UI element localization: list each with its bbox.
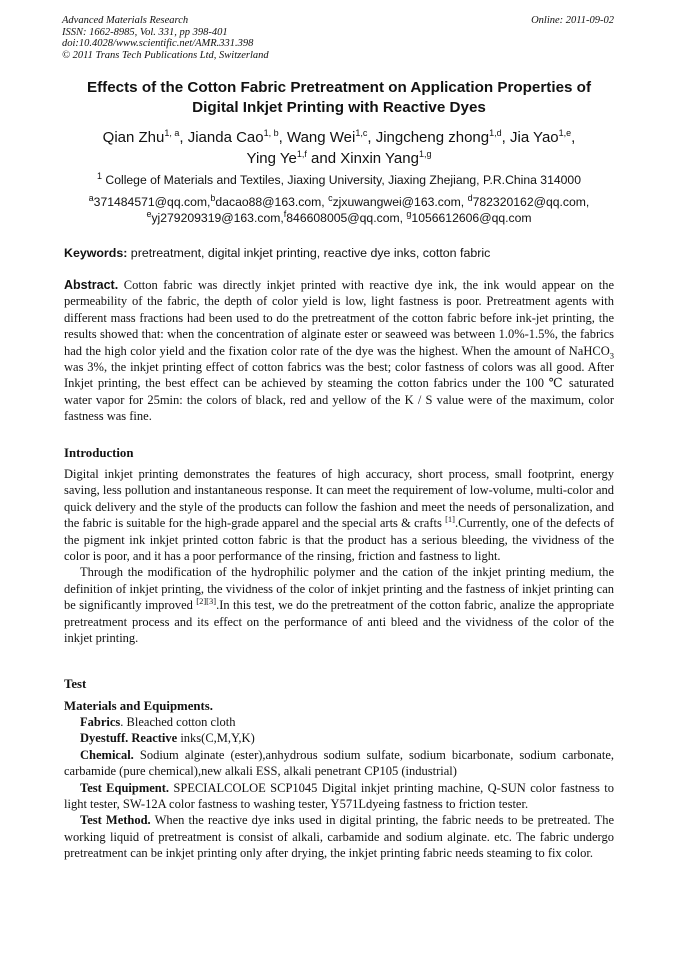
equipment-text: SPECIALCOLOE SCP1045 Digital inkjet printing machine, Q-SUN color fastness to light tester, SW-12A color fastness to washing tester, Y571Ldyeing fastness to friction tester. — [64, 780, 614, 812]
author-name: Xinxin Yang — [340, 149, 419, 167]
introduction-body — [64, 466, 614, 646]
paper-title — [50, 78, 628, 118]
email-address[interactable]: dacao88@163.com, — [215, 195, 329, 209]
title-line-1: Effects of the Cotton Fabric Pretreatment on Application Properties of — [86, 79, 592, 96]
method-label: Test Method. — [80, 813, 151, 828]
title-line-2: Digital Inkjet Printing with Reactive Dyes — [192, 99, 486, 116]
copyright-line: © 2011 Trans Tech Publications Ltd, Switzerland — [62, 49, 269, 61]
abstract — [64, 277, 614, 425]
issn-line: ISSN: 1662-8985, Vol. 331, pp 398-401 — [62, 26, 228, 38]
abstract-label: Abstract. — [64, 278, 119, 292]
author-list — [50, 128, 628, 169]
author-separator: and — [306, 149, 341, 167]
author-name: Qian Zhu — [102, 129, 165, 146]
introduction-heading: Introduction — [64, 446, 134, 460]
dyestuff-text: inks(C,M,Y,K) — [177, 731, 255, 746]
author-separator: , — [501, 129, 510, 146]
keywords-label: Keywords: — [64, 246, 128, 260]
keywords — [64, 245, 616, 261]
email-marker: a — [88, 192, 94, 203]
materials-subheading: Materials and Equipments. — [64, 699, 213, 713]
affiliation-text: College of Materials and Textiles, Jiaxing University, Jiaxing Zhejiang, P.R.China 314000 — [105, 173, 581, 187]
author-separator: , — [367, 129, 376, 146]
abstract-subscript: 3 — [609, 350, 614, 361]
keywords-text: pretreatment, digital inkjet printing, reactive dye inks, cotton fabric — [127, 246, 491, 260]
email-address[interactable]: 782320162@qq.com, — [472, 195, 590, 209]
email-marker: d — [467, 192, 473, 203]
intro-paragraph-2 — [64, 564, 614, 646]
affiliation-marker: 1 — [97, 170, 103, 181]
author-separator: , — [179, 129, 188, 146]
abstract-text-2: was 3%, the inkjet printing effect of cotton fabrics was the best; color fastness of colors was all good. After Inkjet printing, the best effect can be achieved by steaming the cotton fabrics under the 100 ℃ saturated water vapor for 25min: the colors of black, red and yellow of the K / S value were of the maximum, color fastness was fine. — [64, 360, 614, 424]
author-name: Wang Wei — [286, 129, 356, 146]
dyestuff-item — [64, 730, 614, 746]
intro-p1-text-a: Digital inkjet printing demonstrates the features of high accuracy, short process, small footprint, energy saving, less pollution and instantaneous response. It can meet the requirement of low-volume, multi-color and quick delivery and the style of the products can follow the fashion and meet the needs of personalization, and the fabric is suitable for the high-grade apparel and the special arts & crafts — [64, 467, 614, 531]
citation-1: [1] — [445, 514, 455, 525]
author-name: Jingcheng zhong — [375, 129, 490, 146]
equipment-item — [64, 780, 614, 813]
citation-2-3: [2][3] — [196, 596, 217, 607]
chemical-text: Sodium alginate (ester),anhydrous sodium sulfate, sodium bicarbonate, sodium carbonate, carbamide (pure chemical),new alkali ESS, alkali penetrant CP105 (industrial) — [64, 747, 614, 779]
email-marker: g — [406, 208, 412, 219]
online-date: Online: 2011-09-02 — [531, 15, 614, 26]
email-marker: b — [210, 192, 216, 203]
email-address[interactable]: 1056612606@qq.com — [411, 210, 532, 225]
email-address[interactable]: yj279209319@163.com, — [151, 210, 284, 225]
author-affiliation-marker: 1, b — [263, 128, 279, 138]
author-name: Ying Ye — [246, 149, 297, 167]
email-address[interactable]: 846608005@qq.com, — [286, 210, 407, 225]
doi-line: doi:10.4028/www.scientific.net/AMR.331.398 — [62, 38, 254, 49]
intro-paragraph-1 — [64, 466, 614, 564]
email-address[interactable]: 371484571@qq.com, — [93, 195, 211, 209]
email-list — [50, 192, 628, 226]
intro-p2-text-a: Through the modification of the hydrophilic polymer and the cation of the inkjet printing medium, the definition of inkjet printing, the vividness of the color of inkjet printing and the fastness of inkjet printing can be significantly improved — [64, 565, 614, 613]
intro-p1-text-b: .Currently, one of the defects of the pigment ink inkjet printed cotton fabric is that the product has a serious bleeding, the vividness of the color is poor, and it has a poor performance of the rinsing, friction and fastness to light. — [64, 516, 614, 564]
method-item — [64, 812, 614, 861]
author-separator: , — [278, 129, 287, 146]
author-name: Jianda Cao — [187, 129, 264, 146]
dyestuff-label: Dyestuff. Reactive — [80, 731, 178, 746]
author-name: Jia Yao — [509, 129, 559, 146]
test-body — [64, 714, 614, 862]
author-affiliation-marker: 1, a — [164, 128, 180, 138]
equipment-label: Test Equipment. — [80, 780, 170, 795]
email-marker: c — [328, 192, 333, 203]
email-marker: e — [146, 208, 152, 219]
author-affiliation-marker: 1,c — [355, 128, 368, 138]
intro-p2-text-b: .In this test, we do the pretreatment of the cotton fabric, analize the appropriate pretreatment process and its effect on the performance of anti bleed and the vividness of the color of the inkjet printing. — [64, 598, 614, 646]
author-separator: , — [571, 129, 576, 146]
fabrics-label: Fabrics — [80, 715, 121, 729]
email-address[interactable]: zjxuwangwei@163.com, — [332, 195, 468, 209]
fabrics-text: . Bleached cotton cloth — [120, 715, 236, 729]
journal-header — [62, 15, 614, 61]
email-marker: f — [283, 208, 287, 219]
author-affiliation-marker: 1,e — [558, 128, 572, 138]
method-text: When the reactive dye inks used in digital printing, the fabric needs to be pretreated. The working liquid of pretreatment is consist of alkali, carbamide and sodium alginate. etc. The fabric undergo pretreatment can be inkjet printing only after drying, the inkjet printing fabric needs steaming to fix color. — [64, 813, 614, 861]
chemical-item — [64, 747, 614, 780]
abstract-text-1: Cotton fabric was directly inkjet printed with reactive dye ink, the ink would appear on the permeability of the fabric, the depth of color yield is low, light fastness is poor. Pretreatment agents with different mass fractions had been used to do the pretreatment of the cotton fabric before ink-jet printing, the results showed that: when the concentration of alginate ester or seaweed was between 1.0%-1.5%, the fabrics had the high color yield and the fixation color rate of the dye was the highest. When the amount of NaHCO — [64, 278, 614, 358]
journal-name: Advanced Materials Research — [62, 15, 189, 26]
author-affiliation-marker: 1,g — [418, 148, 432, 159]
author-affiliation-marker: 1,d — [489, 128, 502, 138]
fabrics-item — [64, 714, 614, 730]
chemical-label: Chemical. — [80, 747, 134, 762]
author-affiliation-marker: 1,f — [296, 148, 307, 159]
affiliation — [50, 170, 628, 188]
test-heading: Test — [64, 677, 87, 691]
